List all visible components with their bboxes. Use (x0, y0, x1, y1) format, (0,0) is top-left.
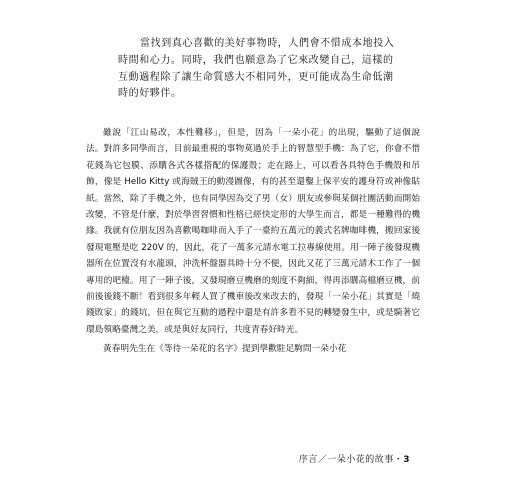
body-paragraph: 黃春明先生在《等待一朵花的名字》提到學歡駐足駒問一朵小花 (103, 344, 347, 355)
body-text (86, 125, 420, 358)
intro-line: 時間和心力。同時，我們也願意為了它來改變自己，這樣的 (118, 54, 394, 66)
running-footer-title: 序言／一朵小花的故事・ (298, 455, 404, 465)
intro-line: 當找到真心喜歡的美好事物時，人們會不惜成本地投入 (140, 38, 395, 49)
body-paragraph: 雖說「江山易改，本性難移」，但是，因為「一朵小花」的出現，驅動了這個說法。對許多同學而言，目前最重視的事物莫過於手上的智慧型手機：為了它，你會不惜花錢為它包膜、添購各式各樣搭配的保護殼；走在路上，可以看各具特色手機殼和吊飾，像是 Hello Kitty 或海賊王的動漫圖像，有的甚至還鑿上保平安的護身符或神像貼紙。當然，除了手機之外，也有同學因為交了男（女）朋友或參與某個社團活動而開始改變，不管是什麼，對於學習習慣和性格已經快定形的大學生而言，都是一種難得的機緣。我就有位朋友因為喜歡喝咖啡而入手了一臺約五萬元的義式名牌咖啡機，搬回家後發現電壓是吃 220V 的，因此，花了一萬多元請水電工拉專線使用。用一陣子後發現機器所在位置沒有水龍頭，沖洗杯盤器具時十分不便，因此又花了三萬元請木工作了一個專用的吧檯。用了一陣子後，又發現磨豆機磨的刻度不夠細，得再添購高檔磨豆機，前前後後錢不斷！看到很多年輕人買了機車後改來改去的，發現「一朵小花」其實是「燒錢敗家」的錢坑，但在與它互動的過程中還是有許多看不見的轉變發生中，或是騎著它環島領略臺灣之美，或是與好友同行，共度青春好時光。 (86, 128, 420, 335)
intro-quote (118, 36, 418, 103)
page-number: 3 (403, 455, 410, 465)
page-footer (299, 452, 410, 465)
intro-line: 互動過程除了讓生命質感大不相同外，更可能成為生命低潮 (118, 71, 394, 83)
intro-line: 時的好夥伴。 (118, 88, 182, 100)
